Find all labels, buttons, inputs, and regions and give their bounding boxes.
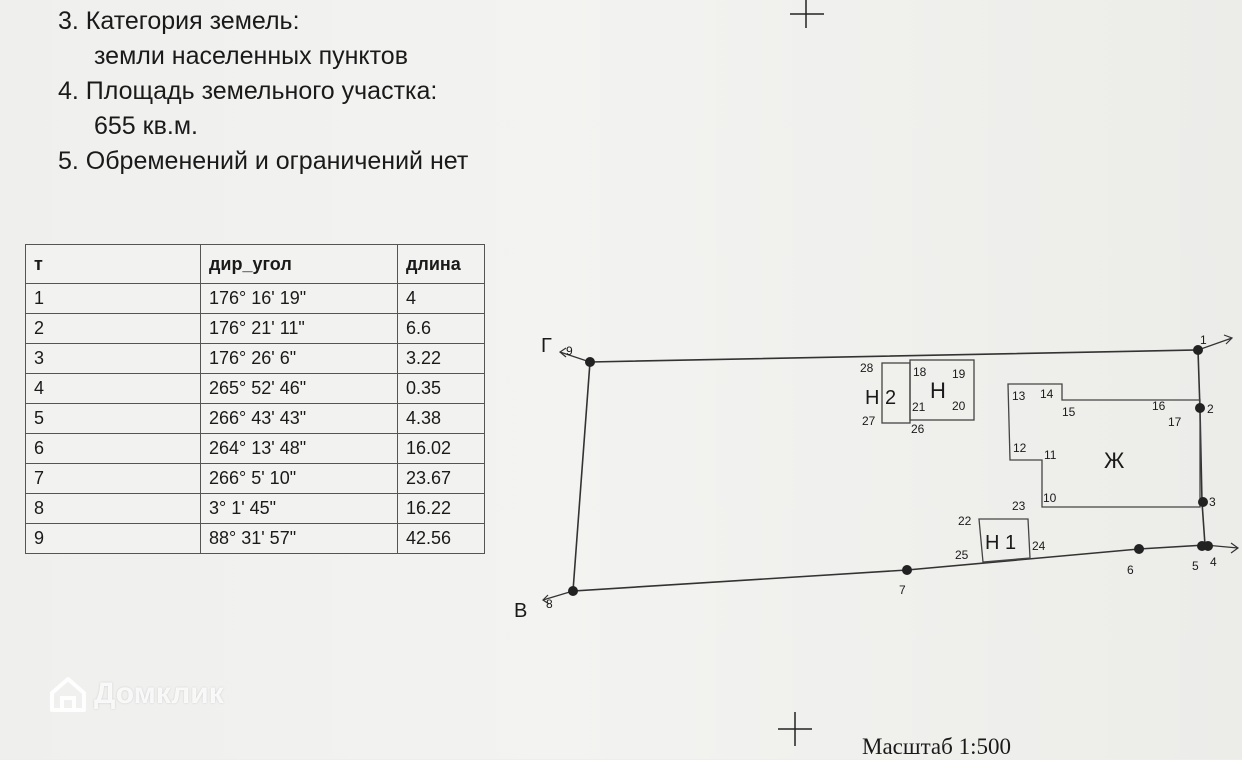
point-label: 16: [1152, 399, 1166, 413]
scale-label: Масштаб 1:500: [862, 734, 1011, 759]
point-label: 6: [1127, 563, 1134, 577]
point-label: 5: [1192, 559, 1199, 573]
land-area-value: 655 кв.м.: [94, 112, 198, 140]
point-label: 12: [1013, 441, 1027, 455]
watermark: [48, 674, 224, 714]
point-label: 4: [1210, 555, 1217, 569]
point-label: 2: [1207, 402, 1214, 416]
cell-point: 1: [26, 284, 201, 314]
point-label: 1: [1200, 333, 1207, 347]
label-h: Н: [930, 378, 946, 403]
cell-point: 7: [26, 464, 201, 494]
cell-angle: 3° 1' 45": [201, 494, 398, 524]
point-label: 11: [1044, 448, 1057, 462]
land-category-title: 3. Категория земель:: [58, 7, 300, 35]
point-label: 27: [862, 414, 876, 428]
point-label: 13: [1012, 389, 1026, 403]
cell-angle: 264° 13' 48": [201, 434, 398, 464]
label-h2: Н 2: [865, 387, 897, 409]
point-label: 8: [546, 597, 553, 611]
cell-point: 9: [26, 524, 201, 554]
point-label: 19: [952, 367, 966, 381]
point-label: 24: [1032, 539, 1046, 553]
label-zh: Ж: [1104, 448, 1125, 473]
registration-cross-bottom: [778, 712, 812, 746]
land-category-value: земли населенных пунктов: [94, 42, 408, 70]
cell-angle: 176° 16' 19": [201, 284, 398, 314]
registration-cross-top: [790, 0, 824, 28]
cell-length: 23.67: [398, 464, 485, 494]
cell-length: 4.38: [398, 404, 485, 434]
point-label: 10: [1043, 491, 1057, 505]
point-label: 17: [1168, 415, 1182, 429]
cell-angle: 266° 43' 43": [201, 404, 398, 434]
cell-point: 2: [26, 314, 201, 344]
point-label: 15: [1062, 405, 1076, 419]
column-header-length: длина: [398, 245, 485, 284]
cell-point: 4: [26, 374, 201, 404]
cell-point: 8: [26, 494, 201, 524]
label-h1: Н 1: [985, 532, 1017, 554]
column-header-angle: дир_угол: [201, 245, 398, 284]
encumbrance-note: 5. Обременений и ограничений нет: [58, 147, 469, 175]
point-label: 23: [1012, 499, 1026, 513]
cell-angle: 265° 52' 46": [201, 374, 398, 404]
point-label: 21: [912, 400, 926, 414]
land-area-title: 4. Площадь земельного участка:: [58, 77, 438, 105]
point-label: 7: [899, 583, 906, 597]
point-label: 9: [566, 344, 573, 358]
column-header-point: т: [26, 245, 201, 284]
point-label: 26: [911, 422, 925, 436]
cell-angle: 176° 26' 6": [201, 344, 398, 374]
side-label-g: Г: [541, 335, 552, 357]
cell-length: 16.22: [398, 494, 485, 524]
side-label-v: В: [514, 600, 528, 622]
point-label: 18: [913, 365, 927, 379]
watermark-text: Домклик: [94, 677, 224, 710]
direction-arrows: [543, 335, 1238, 604]
cell-length: 0.35: [398, 374, 485, 404]
cell-length: 6.6: [398, 314, 485, 344]
cell-length: 3.22: [398, 344, 485, 374]
cell-point: 3: [26, 344, 201, 374]
point-label: 25: [955, 548, 969, 562]
cell-length: 4: [398, 284, 485, 314]
point-label: 22: [958, 514, 972, 528]
house-icon: [48, 674, 88, 714]
cell-point: 5: [26, 404, 201, 434]
point-label: 28: [860, 361, 874, 375]
point-label: 14: [1040, 387, 1054, 401]
cell-angle: 176° 21' 11": [201, 314, 398, 344]
building-zh-outline: [1008, 384, 1200, 507]
cell-length: 42.56: [398, 524, 485, 554]
point-label: 3: [1209, 495, 1216, 509]
cell-angle: 266° 5' 10": [201, 464, 398, 494]
point-label: 20: [952, 399, 966, 413]
cell-angle: 88° 31' 57": [201, 524, 398, 554]
cell-length: 16.02: [398, 434, 485, 464]
cell-point: 6: [26, 434, 201, 464]
